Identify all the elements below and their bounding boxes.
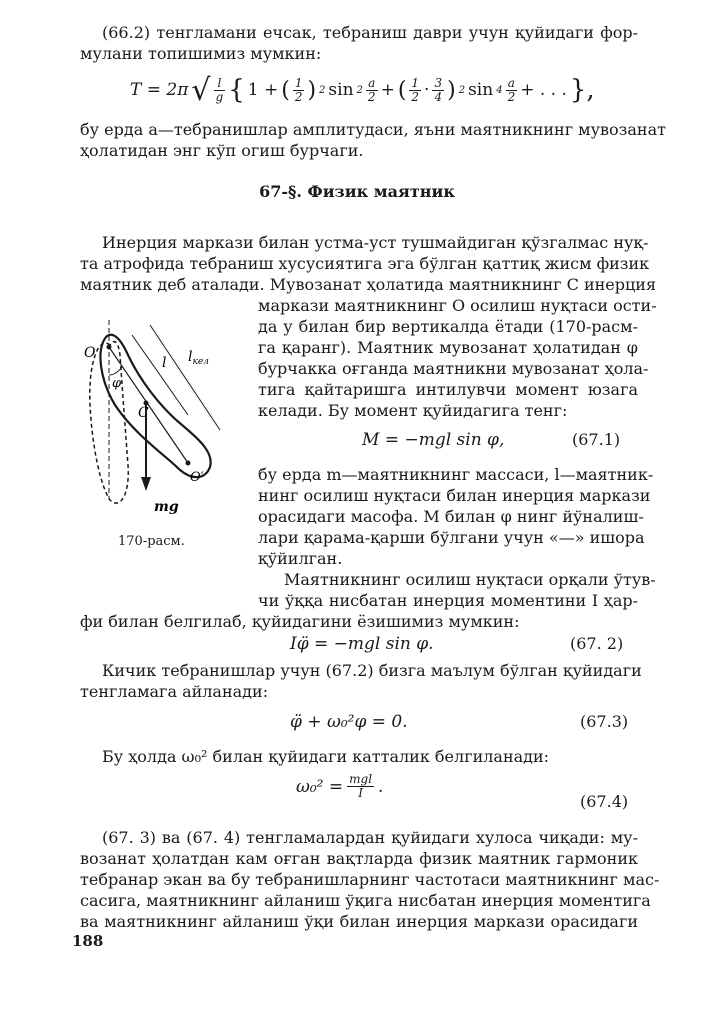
equation-67-3-number: (67.3) <box>580 712 629 731</box>
para2-line-2: нинг осилиш нуқтаси билан инерция маркази <box>258 486 651 505</box>
sqrt-den: g <box>215 89 224 104</box>
para1-line-7: бурчакка оғганда маятникни мувозанат ҳола- <box>258 359 649 378</box>
label-C: C <box>138 405 149 421</box>
intro-line-2: мулани топишимиз мумкин: <box>80 44 322 63</box>
equation-67-1: M = −mgl sin φ, <box>362 430 505 450</box>
pendulum-figure <box>70 295 250 530</box>
after-formula-line-1: бу ерда a—тебранишлар амплитудаси, яъни маятникнинг мувозанат <box>80 120 666 139</box>
para1-line-6: га қаранг). Маятник мувозанат ҳолатидан φ <box>258 338 638 357</box>
formula-lhs: T = 2π <box>130 80 189 100</box>
label-O-prime: O′ <box>190 470 204 485</box>
label-O: O <box>84 345 96 361</box>
equation-67-2: Iφ̈ = −mgl sin φ. <box>290 634 434 654</box>
label-phi: φ <box>112 376 122 391</box>
page-number: 188 <box>72 932 104 950</box>
section-title: 67-§. Физик маятник <box>259 182 455 201</box>
lkel-dimension <box>150 325 220 430</box>
para1-line-5: да у билан бир вертикалда ётади (170-расм- <box>258 317 638 336</box>
sin-4: sin <box>468 80 494 100</box>
after-formula-line-2: ҳолатидан энг кўп огиш бурчаги. <box>80 141 364 160</box>
label-lkel: $l_{кел}$ <box>188 349 209 367</box>
half-fraction: $\frac{1}{2}$ <box>294 75 303 104</box>
sqrt-sign: √ <box>191 72 211 108</box>
brace-close: }, <box>569 75 595 105</box>
para6-line-4: сасига, маятникнинг айланиш ўқига нисбатан инерция моментига <box>80 891 651 910</box>
para1-line-3: маятник деб аталади. Мувозанат ҳолатида маятникнинг C инерция <box>80 275 657 294</box>
angle-arc <box>109 367 122 375</box>
para4-line-2: тенгламага айланади: <box>80 682 269 701</box>
para1-line-8: тига қайтаришга интилувчи момент юзага <box>258 380 638 399</box>
para2-line-3: орасидаги масофа. M билан φ нинг йўналиш- <box>258 507 644 526</box>
para1-line-9: келади. Бу момент қуйидагига тенг: <box>258 401 568 420</box>
plus-sign: + <box>380 80 395 100</box>
para6-line-1: (67. 3) ва (67. 4) тенгламалардан қуйидаги хулоса чиқади: му- <box>102 828 638 847</box>
para6-line-2: возанат ҳолатдан кам оғган вақтларда физик маятник гармоник <box>80 849 638 868</box>
intro-line-1: (66.2) тенгламани ечсак, тебраниш даври учун қуйидаги фор- <box>102 23 638 42</box>
para2-line-5: қўйилган. <box>258 549 343 568</box>
equation-67-4: ω₀² = $\frac{\text{mgl}}{I}$ . <box>296 772 384 800</box>
para3-line-2: чи ўққа нисбатан инерция моментини I ҳар- <box>258 591 638 610</box>
a-over-2: $\frac{a}{2}$ <box>367 75 376 104</box>
para1-line-2: та атрофида тебраниш хусусиятига эга бўлган қаттиқ жисм физик <box>80 254 650 273</box>
para3-line-1: Маятникнинг осилиш нуқтаси орқали ўтув- <box>284 570 656 589</box>
equation-67-1-number: (67.1) <box>572 430 621 449</box>
formula-tail: + . . . <box>520 80 567 100</box>
term-one: 1 + <box>247 80 279 100</box>
point-O <box>107 345 112 350</box>
sin-2: sin <box>328 80 354 100</box>
period-formula: T = 2π √ $\frac{l}{g}$ { 1 + ( $\frac{1}{2}$ ) 2 sin 2 $\frac{a}{2}$ + ( $\frac{1}{2}$ · $\frac{3}{4}$ ) 2 sin 4 $\frac{a}{2}$ + . . . }, <box>130 72 595 108</box>
equation-67-3: φ̈ + ω₀²φ = 0. <box>290 712 408 732</box>
para6-line-5: ва маятникнинг айланиш ўқи билан инерция маркази орасидаги <box>80 912 638 931</box>
para4-line-1: Кичик тебранишлар учун (67.2) бизга маълум бўлган қуйидаги <box>102 661 642 680</box>
para6-line-3: тебранар экан ва бу тебранишларнинг частотаси маятникнинг мас- <box>80 870 660 889</box>
para1-line-4: маркази маятникнинг O осилиш нуқтаси ости- <box>258 296 657 315</box>
para1-line-1: Инерция маркази билан устма-уст тушмайдиган қўзгалмас нуқ- <box>102 233 649 252</box>
label-l: l <box>162 355 167 371</box>
para2-line-4: лари қарама-қарши бўлгани учун «—» ишора <box>258 528 645 547</box>
label-mg: mg <box>154 499 179 515</box>
sqrt-fraction <box>214 77 226 104</box>
para5-line-1: Бу ҳолда ω₀² билан қуйидаги катталик белгиланади: <box>102 747 550 766</box>
equation-67-4-number: (67.4) <box>580 792 629 811</box>
equation-67-2-number: (67. 2) <box>570 634 624 653</box>
brace-open: { <box>228 75 245 105</box>
sqrt-num: l <box>214 77 226 91</box>
point-O-prime <box>186 461 191 466</box>
para2-line-1: бу ерда m—маятникнинг массаси, l—маятник- <box>258 465 654 484</box>
para3-line-3: фи билан белгилаб, қуйидагини ёзишимиз мумкин: <box>80 612 520 631</box>
gravity-arrowhead <box>141 477 151 491</box>
figure-caption: 170-расм. <box>118 534 185 549</box>
